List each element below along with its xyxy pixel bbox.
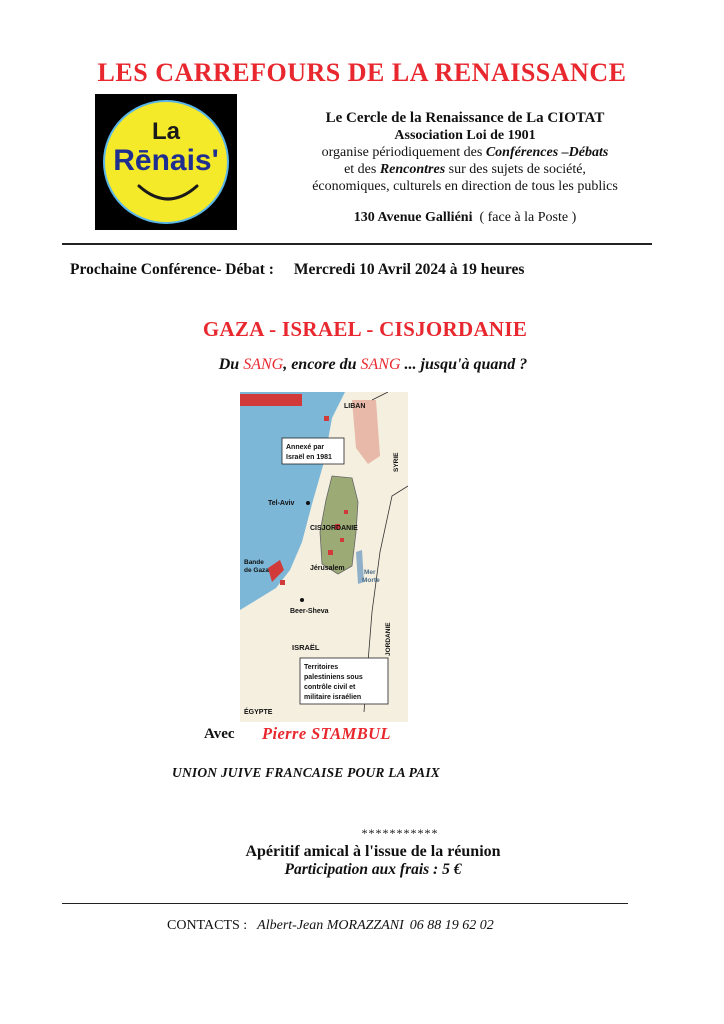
subtitle-part: Du [218,356,244,373]
info-text: sur des sujets de société, [445,162,586,177]
conference-subtitle [0,356,724,374]
map-label-morte: Morte [362,577,380,584]
logo-text-renais: Rēnais' [113,144,219,177]
map-label-annexe-1: Annexé par [286,444,325,451]
map-label-jerusalem: Jérusalem [310,565,345,572]
map-label-egypte: ÉGYPTE [244,709,273,716]
contacts-label: CONTACTS : [167,918,248,933]
divider-top [62,243,652,245]
map-label-mer: Mer [364,569,376,576]
subtitle-sang: SANG [360,356,401,373]
info-text: organise périodiquement des [321,145,486,160]
map-label-tel-aviv: Tel-Aviv [268,500,295,507]
map-label-territoires-1: Territoires [304,664,339,671]
logo-smiley-icon [103,100,229,224]
info-line-rencontres [262,161,668,178]
divider-bottom [62,903,628,904]
contact-phone: 06 88 19 62 02 [409,918,494,933]
conference-title: GAZA - ISRAEL - CISJORDANIE [202,317,528,341]
map-label-liban: LIBAN [344,403,366,410]
map-label-bande: Bande [244,559,264,566]
map-banner [240,394,302,406]
map-label-jordanie: JORDANIE [385,622,392,656]
address-street: 130 Avenue Galliéni [353,210,473,225]
star-separator: *********** [361,826,439,840]
renais-logo [95,94,237,230]
header-title: LES CARREFOURS DE LA RENAISSANCE [97,58,627,87]
speaker-organization: UNION JUIVE FRANCAISE POUR LA PAIX [172,765,440,780]
subtitle-sang: SANG [243,356,284,373]
info-line-publics: économiques, culturels en direction de tous les publics [312,179,618,194]
contact-name: Albert-Jean MORAZZANI [257,918,404,933]
map-label-cisjordanie: CISJORDANIE [310,525,358,532]
subtitle-part: , encore du [283,356,361,373]
next-conference-label: Prochaine Conférence- Débat : [70,261,274,278]
next-conference-date: Mercredi 10 Avril 2024 à 19 heures [293,261,525,278]
cercle-name: Le Cercle de la Renaissance de La CIOTAT [325,110,605,126]
map-label-beer-sheva: Beer-Sheva [290,608,329,615]
info-line-conferences [262,144,668,161]
info-emph-conferences: Conférences –Débats [485,145,609,160]
map-label-gaza: de Gaza [244,567,269,574]
map-label-israel: ISRAËL [292,643,320,652]
map-label-territoires-3: contrôle civil et [304,684,356,691]
smile-icon [135,182,201,208]
address-note: ( face à la Poste ) [479,210,577,225]
participation-fee: Participation aux frais : 5 € [284,861,462,878]
map-graphic [240,392,408,722]
address [262,209,668,226]
map-dot-beer-sheva [300,598,304,602]
contacts [167,918,494,934]
next-conference [70,261,670,279]
region-map [240,392,408,722]
info-emph-rencontres: Rencontres [379,162,446,177]
map-label-annexe-2: Israël en 1981 [286,454,332,461]
speaker-prefix: Avec [204,726,235,742]
map-label-territoires-4: militaire israélien [304,694,362,701]
aperitif-text: Apéritif amical à l'issue de la réunion [245,843,501,860]
map-dot-tel-aviv [306,501,310,505]
info-text: et des [344,162,380,177]
association-status: Association Loi de 1901 [394,128,536,143]
subtitle-part: ... jusqu'à quand ? [400,356,528,373]
map-label-territoires-2: palestiniens sous [304,674,363,681]
speaker-name: Pierre STAMBUL [262,724,391,743]
logo-text-la: La [151,118,180,145]
map-label-syrie: SYRIE [393,452,400,472]
